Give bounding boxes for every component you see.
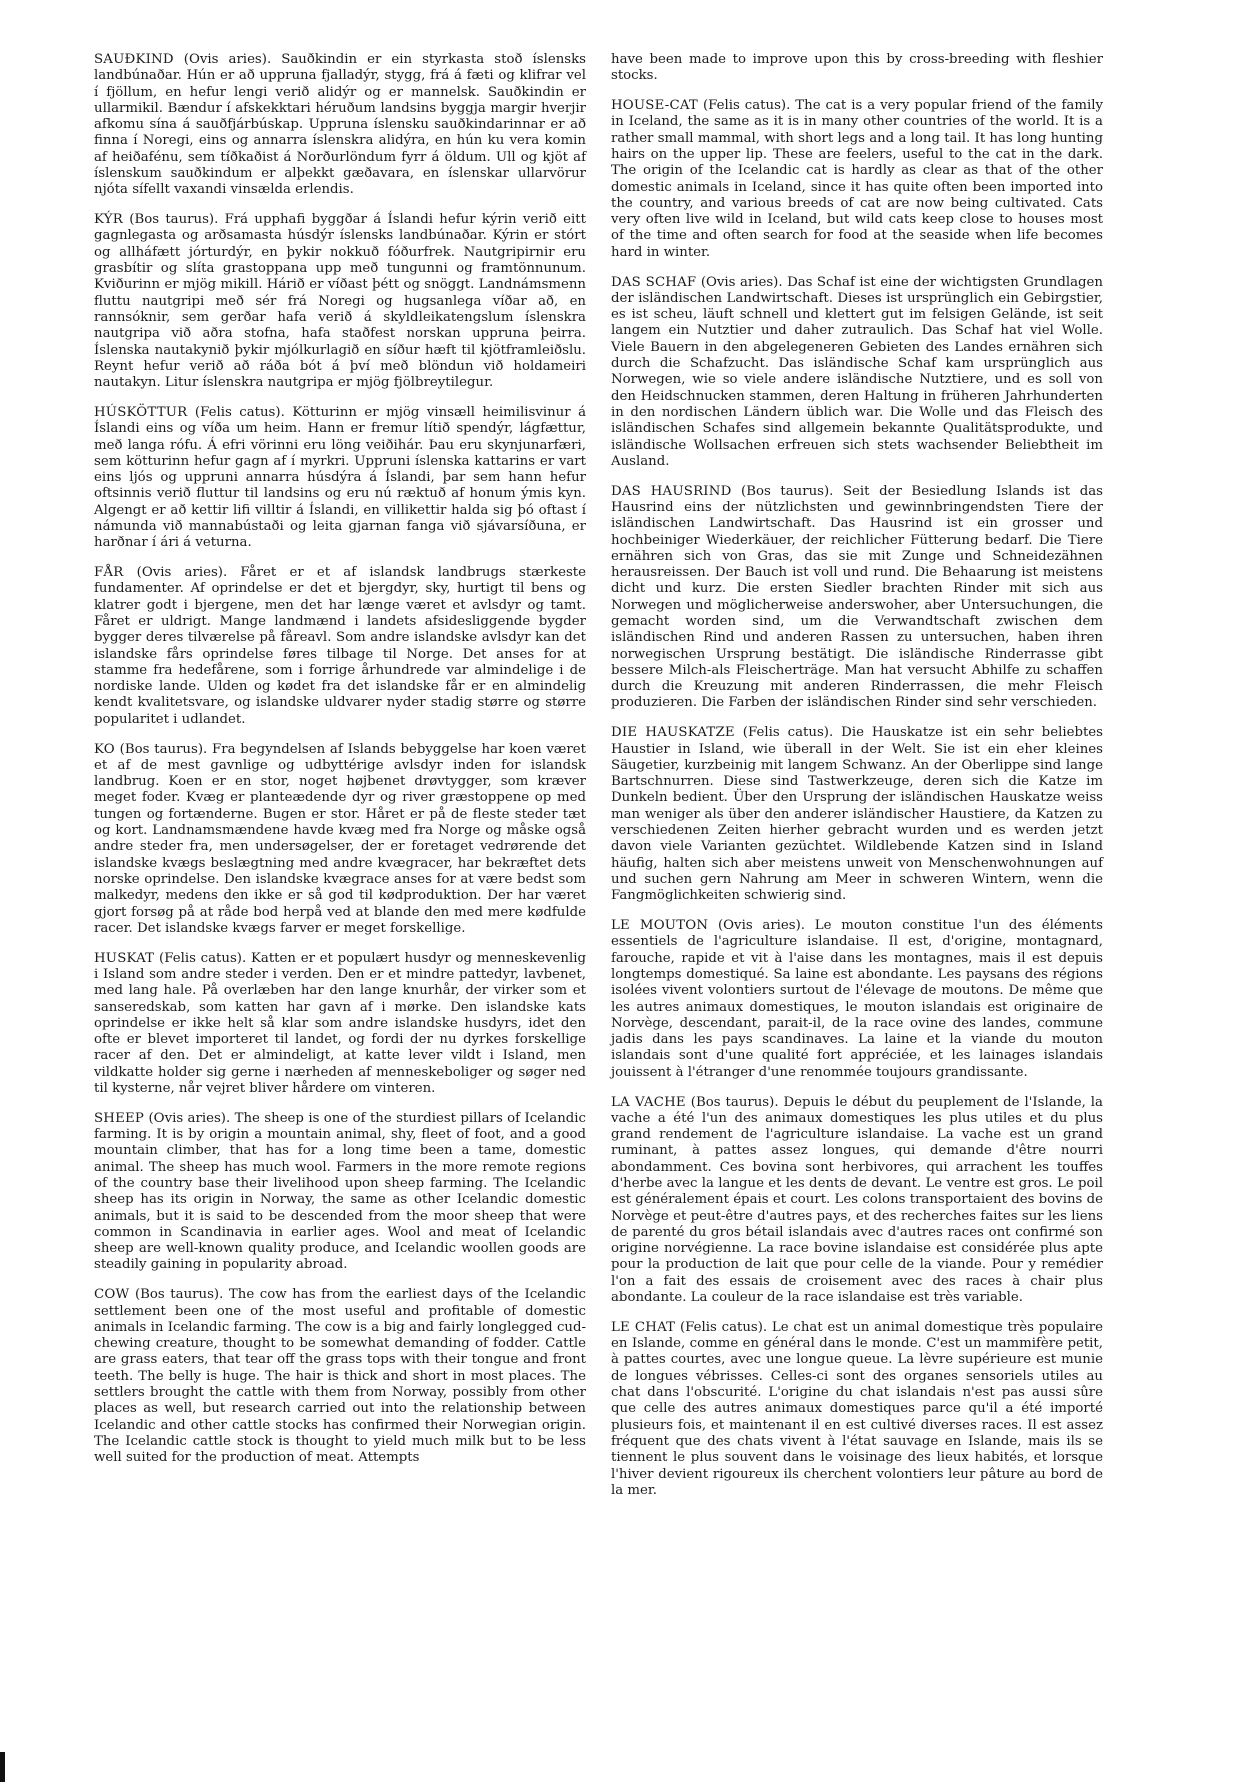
entry-text: Kötturinn er mjög vinsæll heimilisvinur á Íslandi eins og víða um heim. Hann er fremur lítið spendýr, lágfættur, með langa rófu. Á efri vörinni eru löng veiðihár. Þau eru skynjunarfæri, sem kötturinn hefur gagn af í myrkri. Uppruni íslenska kattarins er vart eins ljós og uppruni annarra húsdýra á Íslandi, þar sem hann hefur oftsinnis verið fluttur til landsins og eru nú ræktuð af honum ýmis kyn. Algengt er að kettir lifi villtir á Íslandi, en villikettir halda sig þó oftast í námunda við mannabústaði og leita gjarnan fanga við sjávarsíðuna, er harðnar í ári á veturna.	[94, 404, 587, 551]
scientific-name: (Ovis aries).	[148, 1110, 231, 1126]
scientific-name: (Bos taurus).	[741, 483, 834, 499]
headword: DAS HAUSRIND	[611, 483, 732, 499]
scientific-name: (Felis catus).	[679, 1319, 768, 1335]
entry-le-chat	[611, 1320, 1103, 1499]
headword: HOUSE-CAT	[611, 98, 698, 114]
headword: HÚSKÖTTUR	[94, 404, 188, 420]
entry-text: Le chat est un animal domestique très populaire en Islande, comme en général dans le monde. C'est un mammifère petit, à pattes courtes, avec une longue queue. La lèvre supérieure est munie de longues vébrisses. Celles-ci sont des organes sensoriels utiles au chat dans l'obscurité. L'origine du chat islandais n'est pas aussi sûre que celle des autres animaux domestiques parce qu'il a été importé plusieurs fois, et maintenant il en est cultivé diverses races. Il est assez fréquent que des chats vivent à l'état sauvage en Islande, mais ils se tiennent le plus souvent dans le voisinage des lieux habités, et lorsque l'hiver devient rigoureux ils cherchent volontiers leur pâture au bord de la mer.	[611, 1319, 1103, 1498]
headword: FÅR	[94, 565, 124, 581]
entry-text: Fra begyndelsen af Islands bebyggelse har koen været et af de mest gavnlige og udbyttérige avlsdyr inden for islandsk landbrug. Koen er en stor, noget højbenet drøvtygger, som kræver meget foder. Kvæg er planteædende dyr og river græstoppene op med tungen og fortænderne. Bugen er stor. Håret er på de fleste steder tæt og kort. Landnamsmændene havde kvæg med fra Norge og måske også andre steder fra, men undersøgelser, der er foretaget vedrørende det islandske kvægs beslægtning med andre kvægracer, har bekræftet dets norske oprindelse. Den islandske kvægrace anses for at være bedst som malkedyr, medens den ikke er så god til kødproduktion. Der har været gjort forsøg på at råde bod herpå ved at blande den med mere kødfulde racer. Det islandske kvægs farver er meget forskellige.	[94, 741, 586, 936]
scientific-name: (Bos taurus).	[690, 1094, 779, 1110]
entry-faar	[94, 565, 586, 728]
entry-le-mouton	[611, 918, 1103, 1081]
headword: DIE HAUSKATZE	[611, 725, 735, 741]
entry-saudkind	[94, 52, 586, 199]
entry-cow	[94, 1287, 586, 1466]
headword: LE MOUTON	[611, 918, 709, 934]
scientific-name: (Ovis aries).	[183, 52, 272, 67]
scientific-name: (Ovis aries).	[717, 918, 806, 934]
headword: LA VACHE	[611, 1094, 686, 1110]
entry-cow-continued	[611, 52, 1103, 85]
entry-huskottur	[94, 405, 586, 552]
headword: SHEEP	[94, 1110, 145, 1126]
entry-das-schaf	[611, 275, 1103, 471]
headword: KÝR	[94, 212, 123, 228]
headword: LE CHAT	[611, 1319, 676, 1335]
right-column	[611, 52, 1103, 1513]
headword: KO	[94, 741, 115, 757]
headword: HUSKAT	[94, 950, 155, 966]
entry-text: Katten er et populært husdyr og menneskevenlig i Island som andre steder i verden. Den er et mindre pattedyr, lavbenet, med lang hale. På overlæben har den lange knurhår, der virker som et sanseredskab, som katten har gavn af i mørke. Den islandske kats oprindelse er ikke helt så klar som andre islandske husdyrs, idet den ofte er blevet importeret til landet, og fordi der nu dyrkes forskellige racer af den. Det er almindeligt, at katte lever vildt i Island, men vildkatte holder sig gerne i nærheden af menneskeboliger og søger ned til kysterne, når vejret bliver hårdere om vinteren.	[94, 950, 587, 1097]
entry-sheep	[94, 1111, 586, 1274]
entry-house-cat	[611, 98, 1103, 261]
scientific-name: (Felis catus).	[159, 950, 247, 966]
headword: DAS SCHAF	[611, 274, 697, 290]
headword: SAUÐKIND	[94, 52, 174, 67]
entry-text: Fåret er et af islandsk landbrugs stærkeste fundamenter. Af oprindelse er det et bjergdyr, sky, hurtigt til bens og klatrer godt i bjergene, men det har længe været et avlsdyr og tamt. Fåret er uldrigt. Mange landmænd i landets afsidesliggende bygder bygger deres tilværelse på fåreavl. Som andre islandske avlsdyr kan det islandske fårs oprindelse føres tilbage til Norge. Det anses for at stamme fra hedefårene, som i forrige århundrede var almindelige i de nordiske lande. Ulden og kødet fra det islandske får er en almindelig kendt kvalitetsvare, og islandske uldvarer nyder stadig større og større popularitet i udlandet.	[94, 565, 586, 727]
scientific-name: (Felis catus).	[742, 725, 834, 741]
entry-kyr	[94, 212, 586, 391]
entry-text: Le mouton constitue l'un des éléments essentiels de l'agriculture islandaise. Il est, d'origine, montagnard, farouche, rapide et vit à l'aise dans les montagnes, mais il est depuis longtemps domestiqué. Sa laine est abondante. Les paysans des régions isolées vivent volontiers surtout de l'élevage de moutons. De même que les autres animaux domestiques, le mouton islandais est originaire de Norvège, descendant, parait-il, de la race ovine des landes, commune jadis dans les pays scandinaves. La laine et la viande du mouton islandais sont d'une qualité fort appréciée, et les lainages islandais jouissent à l'étranger d'une renommée toujours grandissante.	[611, 918, 1103, 1080]
scientific-name: (Ovis aries).	[700, 274, 783, 290]
scientific-name: (Bos taurus).	[134, 1287, 224, 1303]
entry-die-hauskatze	[611, 725, 1103, 904]
entry-text: have been made to improve upon this by cross-breeding with fleshier stocks.	[611, 52, 1103, 84]
page-edge-mark	[0, 1752, 5, 1782]
left-column	[94, 52, 586, 1480]
entry-text: The cat is a very popular friend of the family in Iceland, the same as it is in many other countries of the world. It is a rather small mammal, with short legs and a long tail. It has long hunting hairs on the upper lip. These are feelers, useful to the cat in the dark. The origin of the Icelandic cat is hardly as clear as that of the other domestic animals in Iceland, since it has quite often been imported into the country, and various breeds of cat are now being cultivated. Cats very often live wild in Iceland, but wild cats keep close to houses most of the time and often search for food at the seaside when life becomes hard in winter.	[611, 98, 1103, 260]
scientific-name: (Bos taurus).	[129, 212, 219, 228]
entry-text: Seit der Besiedlung Islands ist das Hausrind eins der nützlichsten und gewinnbringendsten Tiere der isländischen Landwirtschaft. Das Hausrind ist ein grosser und hochbeiniger Wiederkäuer, der reichlicher Fütterung bedarf. Die Tiere ernähren sich von Gras, das sie mit Zunge und Schneidezähnen herausreissen. Der Bauch ist voll und rund. Die Behaarung ist meistens dicht und kurz. Die ersten Siedler brachten Rinder mit sich aus Norwegen und möglicherweise anderswoher, aber Untersuchungen, die gemacht worden sind, um die Verwandtschaft zwischen dem isländischen Rind und anderen Rassen zu untersuchen, haben ihren norwegischen Ursprung bestätigt. Die isländische Rinderrasse gibt bessere Milch-als Fleischerträge. Man hat versucht Abhilfe zu schaffen durch die Kreuzung mit anderen Rinderrassen, die mehr Fleisch produzieren. Die Farben der isländischen Rinder sind sehr verschieden.	[611, 483, 1103, 711]
headword: COW	[94, 1287, 130, 1303]
entry-text: Depuis le début du peuplement de l'Islande, la vache a été l'un des animaux domestiques les plus utiles et du plus grand rendement de l'agriculture islandaise. La vache est un grand ruminant, à pattes assez longues, qui demande d'être nourri abondamment. Ces bovina sont herbivores, qui arrachent les touffes d'herbe avec la langue et les dents de devant. Le ventre est gros. Le poil est généralement épais et court. Les colons transportaient des bovins de Norvège et peut-être d'autres pays, et des recherches faites sur les liens de parenté du gros bétail islandais avec d'autres races ont confirmé son origine norvégienne. La race bovine islandaise est considérée plus apte pour la production de lait que pour celle de la viande. Pour y remédier l'on a fait des essais de croisement avec des races à chair plus abondante. La couleur de la race islandaise est très variable.	[611, 1094, 1103, 1306]
entry-text: Die Hauskatze ist ein sehr beliebtes Haustier in Island, wie überall in der Welt. Sie ist ein eher kleines Säugetier, kurzbeinig mit langem Schwanz. An der Oberlippe sind lange Bartschnurren. Diese sind Tastwerkzeuge, deren sich die Katze im Dunkeln bedient. Über den Ursprung der isländischen Hauskatze weiss man weniger als über den anderer isländischer Haustiere, da Katzen zu verschiedenen Zeiten hierher gebracht wurden und es werden jetzt davon viele Varianten gezüchtet. Wildlebende Katzen sind in Island häufig, halten sich aber meistens unweit von Menschenwohnungen auf und suchen gern Nahrung am Meer in schweren Wintern, wenn die Fangmöglichkeiten schwierig sind.	[611, 725, 1103, 904]
entry-das-hausrind	[611, 484, 1103, 712]
entry-text: The cow has from the earliest days of the Icelandic settlement been one of the most useful and profitable of domestic animals in Icelandic farming. The cow is a big and fairly longlegged cud-chewing creature, thought to be somewhat demanding of fodder. Cattle are grass eaters, that tear off the grass tops with their tongue and front teeth. The belly is huge. The hair is thick and short in most places. The settlers brought the cattle with them from Norway, possibly from other places as well, but research carried out into the relationship between Icelandic and other cattle stocks has confirmed their Norwegian origin. The Icelandic cattle stock is thought to yield much milk but to be less well suited for the production of meat. Attempts	[94, 1287, 586, 1466]
scientific-name: (Felis catus).	[702, 98, 791, 114]
entry-huskat	[94, 951, 586, 1098]
entry-text: Frá upphafi byggðar á Íslandi hefur kýrin verið eitt gagnlegasta og arðsamasta húsdýr íslensks landbúnaðar. Kýrin er stórt og allháfætt jórturdýr, en þykir nokkuð fóðurfrek. Nautgripirnir eru grasbítir og slíta grastoppana upp með tungunni og framtönnunum. Kviðurinn er mjög mikill. Hárið er víðast þétt og snöggt. Landnámsmenn fluttu nautgripi með sér frá Noregi og hugsanlega víðar að, en rannsóknir, sem gerðar hafa verið á skyldleikatengslum íslenskra nautgripa við aðra stofna, hafa staðfest norskan uppruna þeirra. Íslenska nautakynið þykir mjólkurlagið en síður hæft til kjötframleiðslu. Reynt hefur verið að ráða bót á því með blöndun við holdameiri nautakyn. Litur íslenskra nautgripa er mjög fjölbreytilegur.	[94, 212, 586, 391]
entry-text: Sauðkindin er ein styrkasta stoð íslensks landbúnaðar. Hún er að uppruna fjalladýr, stygg, frá á fæti og klifrar vel í fjöllum, en hefur lengi verið alidýr og er mannelsk. Sauðkindin er ullarmikil. Bændur í afskekktari héruðum landsins byggja margir hverjir afkomu sína á sauðfjárbúskap. Uppruna íslensku sauðkindarinnar er að finna í Noregi, eins og annarra íslenskra alidýra, en hún ku vera komin af heiðafénu, sem tíðkaðist á Norðurlöndum fyrr á öldum. Ull og kjöt af íslenskum sauðkindum er alþekkt gæðavara, en íslenskar ullarvörur njóta sífellt vaxandi vinsælda erlendis.	[94, 52, 586, 198]
entry-text: The sheep is one of the sturdiest pillars of Icelandic farming. It is by origin a mountain animal, shy, fleet of foot, and a good mountain climber, that has for a long time been a tame, domestic animal. The sheep has much wool. Farmers in the more remote regions of the country base their livelihood upon sheep farming. The Icelandic sheep has its origin in Norway, the same as other Icelandic domestic animals, but it is said to be descended from the moor sheep that were common in Scandinavia in earlier ages. Wool and meat of Icelandic sheep are well-known quality produce, and Icelandic woollen goods are steadily gaining in popularity abroad.	[94, 1110, 586, 1273]
entry-ko	[94, 742, 586, 938]
scientific-name: (Ovis aries).	[136, 565, 228, 581]
scientific-name: (Bos taurus).	[119, 741, 208, 757]
entry-la-vache	[611, 1095, 1103, 1307]
entry-text: Das Schaf ist eine der wichtigsten Grundlagen der isländischen Landwirtschaft. Dieses ist ursprünglich ein Gebirgstier, es ist scheu, läuft schnell und klettert gut im felsigen Gelände, ist seit langem ein Nutztier und daher zutraulich. Das Schaf hat viel Wolle. Viele Bauern in den abgelegeneren Gebieten des Landes ernähren sich durch die Schafzucht. Das isländische Schaf kam ursprünglich aus Norwegen, wie so viele andere isländische Nutztiere, und es soll von den Heidschnucken stammen, deren Haltung in früheren Jahrhunderten in den nordischen Ländern üblich war. Die Wolle und das Fleisch des isländischen Schafes sind allgemein bekannte Qualitätsprodukte, und isländische Wollsachen erfreuen sich stets wachsender Beliebtheit im Ausland.	[611, 274, 1103, 469]
scientific-name: (Felis catus).	[194, 404, 285, 420]
